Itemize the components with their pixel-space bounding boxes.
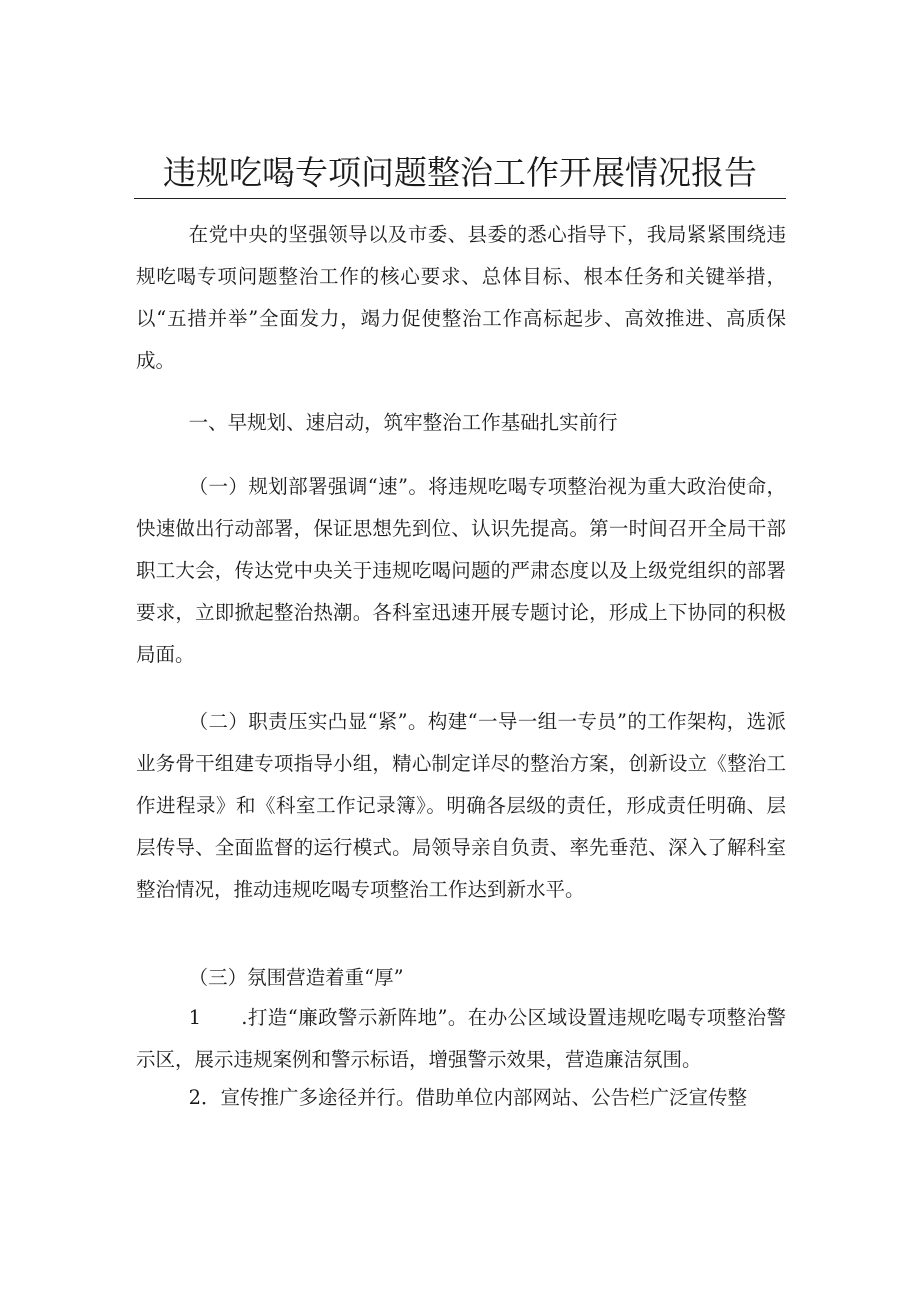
list-item-2: 2．宣传推广多途径并行。借助单位内部网站、公告栏广泛宣传整 [188, 1086, 748, 1109]
subsection-2-paragraph: （二）职责压实凸显“紧”。构建“一导一组一专员”的工作架构，选派业务骨干组建专项指导小组，精心制定详尽的整治方案，创新设立《整治工作进程录》和《科室工作记录簿》。明确各层级的责任，形成责任明确、层层传导、全面监督的运行模式。局领导亲自负责、率先垂范、深入了解科室整治情况，推动违规吃喝专项整治工作达到新水平。 [136, 710, 786, 901]
section-heading-1: 一、早规划、速启动，筑牢整治工作基础扎实前行 [188, 411, 618, 434]
list-item-1: 1 .打造“廉政警示新阵地”。在办公区域设置违规吃喝专项整治警示区，展示违规案例和警示标语，增强警示效果，营造廉洁氛围。 [136, 1006, 786, 1071]
subsection-1-paragraph: （一）规划部署强调“速”。将违规吃喝专项整治视为重大政治使命，快速做出行动部署，保证思想先到位、认识先提高。第一时间召开全局干部职工大会，传达党中央关于违规吃喝问题的严肃态度以及上级党组织的部署要求，立即掀起整治热潮。各科室迅速开展专题讨论，形成上下协同的积极局面。 [136, 475, 786, 666]
intro-paragraph: 在党中央的坚强领导以及市委、县委的悉心指导下，我局紧紧围绕违规吃喝专项问题整治工作的核心要求、总体目标、根本任务和关键举措，以“五措并举”全面发力，竭力促使整治工作高标起步、高效推进、高质保成。 [136, 223, 786, 372]
document-title: 违规吃喝专项问题整治工作开展情况报告 [134, 150, 786, 199]
subsection-3-heading: （三）氛围营造着重“厚” [188, 966, 404, 989]
